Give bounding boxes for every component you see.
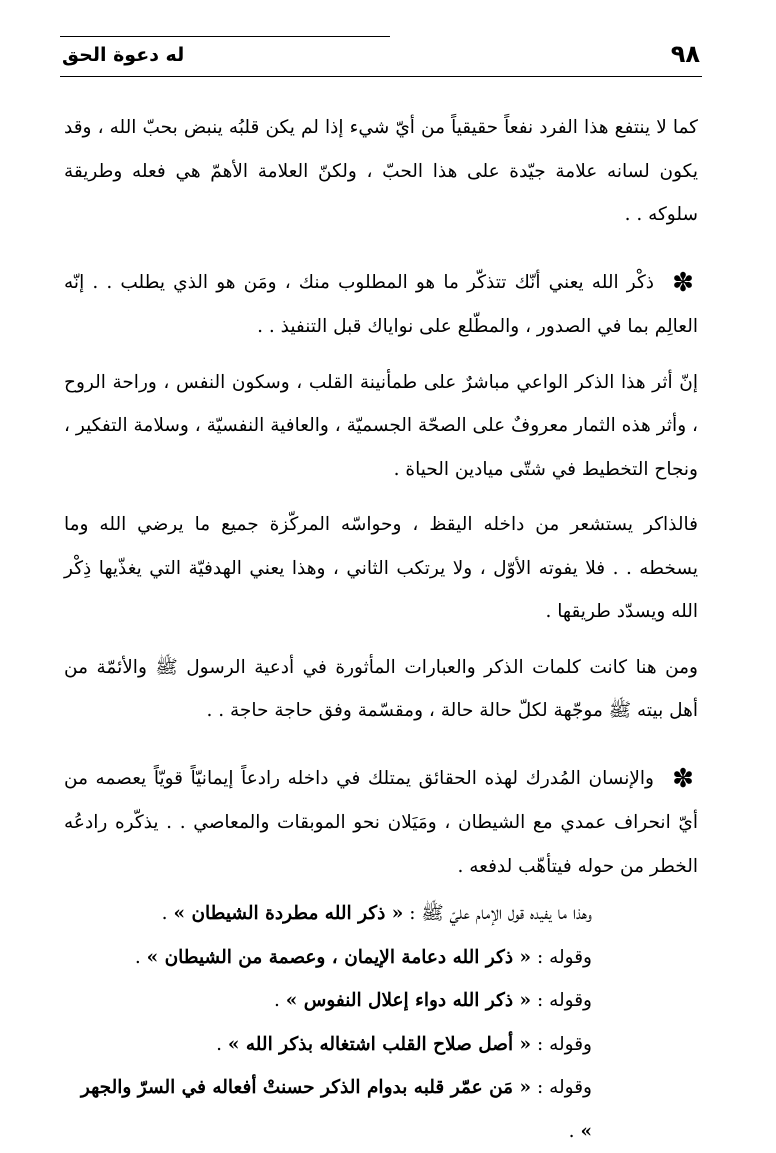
quote-end: . xyxy=(273,990,286,1011)
flower-ornament-icon: ✽ xyxy=(672,267,694,298)
page-header xyxy=(60,36,702,80)
quote-end: . xyxy=(568,1120,581,1142)
quote-end: . xyxy=(134,946,147,968)
quote-text: « ذكر الله مطردة الشيطان » xyxy=(173,903,404,924)
quote-text: « مَن عمّر قلبه بدوام الذكر حسنتْ أفعاله في السرّ والجهر » xyxy=(80,1077,592,1142)
quote-end: . xyxy=(161,903,174,924)
paragraph-4: فالذاكر يستشعر من داخله اليقظ ، وحواسّه المركّزة جميع ما يرضي الله وما يسخطه . . فلا يفوته الأوّل ، ولا يرتكب الثاني ، وهذا يعني الهدفيّة التي يغذّيها ذِكْر الله ويسدّد طريقها . xyxy=(64,514,698,622)
quote-intro: وهذا ما يفيده قول الإمام عليّ ﷺ : xyxy=(403,903,592,924)
header-top-rule xyxy=(60,36,390,37)
quote-intro: وقوله : xyxy=(531,1033,592,1055)
page-number: ٩٨ xyxy=(670,40,700,68)
quote-intro: وقوله : xyxy=(531,990,592,1011)
quote-text: « أصل صلاح القلب اشتغاله بذكر الله » xyxy=(227,1033,532,1055)
quote-line xyxy=(64,936,592,980)
running-title: له دعوة الحق xyxy=(62,44,185,66)
quote-text: « ذكر الله دعامة الإيمان ، وعصمة من الشيطان » xyxy=(146,946,532,968)
paragraph-1: كما لا ينتفع هذا الفرد نفعاً حقيقياً من أيّ شيء إذا لم يكن قلبُه ينبض بحبّ الله ، وقد يكون لسانه علامة جيّدة على هذا الحبّ ، ولكنّ العلامة الأهمّ هي فعله وطريقة سلوكه . . xyxy=(64,117,698,225)
quote-line xyxy=(64,1066,592,1153)
quote-line xyxy=(64,892,592,936)
paragraph-3: إنّ أثر هذا الذكر الواعي مباشرٌ على طمأنينة القلب ، وسكون النفس ، وراحة الروح ، وأثر هذه الثمار معروفٌ على الصحّة الجسميّة ، والعافية النفسيّة ، وسلامة التفكير ، ونجاح التخطيط في شتّى ميادين الحياة . xyxy=(64,371,699,480)
paragraph-2-text: ذكْر الله يعني أنّك تتذكّر ما هو المطلوب منك ، ومَن هو الذي يطلب . . إنّه العالِم بما في الصدور ، والمطّلع على نواياك قبل التنفيذ . . xyxy=(64,271,698,337)
quote-line xyxy=(64,1023,592,1067)
quote-intro: وقوله : xyxy=(531,1077,592,1098)
paragraph-6 xyxy=(64,757,698,889)
header-bottom-rule xyxy=(60,76,702,77)
quote-line xyxy=(64,979,592,1023)
paragraph-5: ومن هنا كانت كلمات الذكر والعبارات المأثورة في أدعية الرسول ﷺ والأئمّة من أهل بيته ﷺ موجّهة لكلّ حالة حالة ، ومقسّمة وفق حاجة حاجة . . xyxy=(64,656,698,721)
quote-text: « ذكر الله دواء إعلال النفوس » xyxy=(285,990,532,1011)
flower-ornament-icon: ✽ xyxy=(672,763,694,794)
paragraph-2 xyxy=(64,261,698,349)
page-body xyxy=(64,106,698,1153)
paragraph-6-text: والإنسان المُدرك لهذه الحقائق يمتلك في داخله رادعاً إيمانيّاً قويّاً يعصمه من أيّ انحراف عمدي مع الشيطان ، ومَيَلان نحو الموبقات والمعاصي . . يذكّره رادعُه الخطر من حوله فيتأهّب لدفعه . xyxy=(64,767,698,877)
quote-intro: وقوله : xyxy=(531,946,592,968)
quote-end: . xyxy=(216,1033,228,1055)
quotes-list xyxy=(64,892,698,1153)
